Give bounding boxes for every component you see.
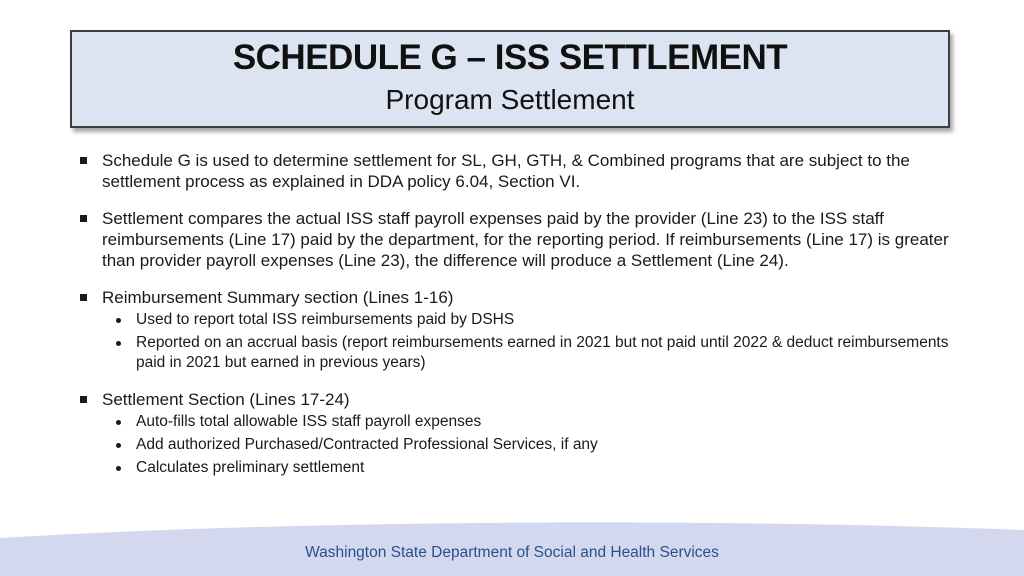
bullet-text: Schedule G is used to determine settlement for SL, GH, GTH, & Combined programs that are subject to the settlement process as explained in DDA policy 6.04, Section VI. [102, 151, 910, 191]
square-bullet-icon [80, 396, 87, 403]
sub-bullet-item [102, 333, 958, 373]
sub-bullet-list [102, 412, 958, 478]
sub-bullet-text: Add authorized Purchased/Contracted Professional Services, if any [136, 436, 598, 453]
sub-bullet-text: Reported on an accrual basis (report reimbursements earned in 2021 but not paid until 2022 & deduct reimbursements paid in 2021 but earned in previous years) [136, 334, 949, 371]
footer-text: Washington State Department of Social and Health Services [305, 544, 719, 561]
square-bullet-icon [80, 215, 87, 222]
sub-bullet-item [102, 458, 958, 478]
bullet-text: Settlement Section (Lines 17-24) [102, 390, 350, 409]
sub-bullet-text: Calculates preliminary settlement [136, 459, 365, 476]
bullet-item [78, 287, 958, 373]
round-bullet-icon [116, 420, 121, 425]
bullet-item [78, 389, 958, 478]
bullet-text: Settlement compares the actual ISS staff payroll expenses paid by the provider (Line 23) to the ISS staff reimbursements (Line 17) paid by the department, for the reporting period. If reimbursements (Line 17) is greater than provider payroll expenses (Line 23), the difference will produce a Settlement (Line 24). [102, 209, 949, 270]
square-bullet-icon [80, 294, 87, 301]
sub-bullet-item [102, 412, 958, 432]
sub-bullet-item [102, 435, 958, 455]
round-bullet-icon [116, 443, 121, 448]
footer [0, 544, 1024, 562]
sub-bullet-text: Used to report total ISS reimbursements paid by DSHS [136, 311, 515, 328]
bullet-text: Reimbursement Summary section (Lines 1-16) [102, 288, 454, 307]
bullet-list [78, 150, 958, 494]
sub-bullet-text: Auto-fills total allowable ISS staff payroll expenses [136, 413, 482, 430]
bullet-item [78, 150, 958, 192]
round-bullet-icon [116, 466, 121, 471]
round-bullet-icon [116, 318, 121, 323]
sub-bullet-list [102, 310, 958, 373]
title-box [70, 30, 950, 128]
slide-title: SCHEDULE G – ISS SETTLEMENT [232, 38, 788, 77]
square-bullet-icon [80, 157, 87, 164]
sub-bullet-item [102, 310, 958, 330]
bullet-item [78, 208, 958, 271]
round-bullet-icon [116, 341, 121, 346]
slide-subtitle: Program Settlement [385, 84, 635, 115]
